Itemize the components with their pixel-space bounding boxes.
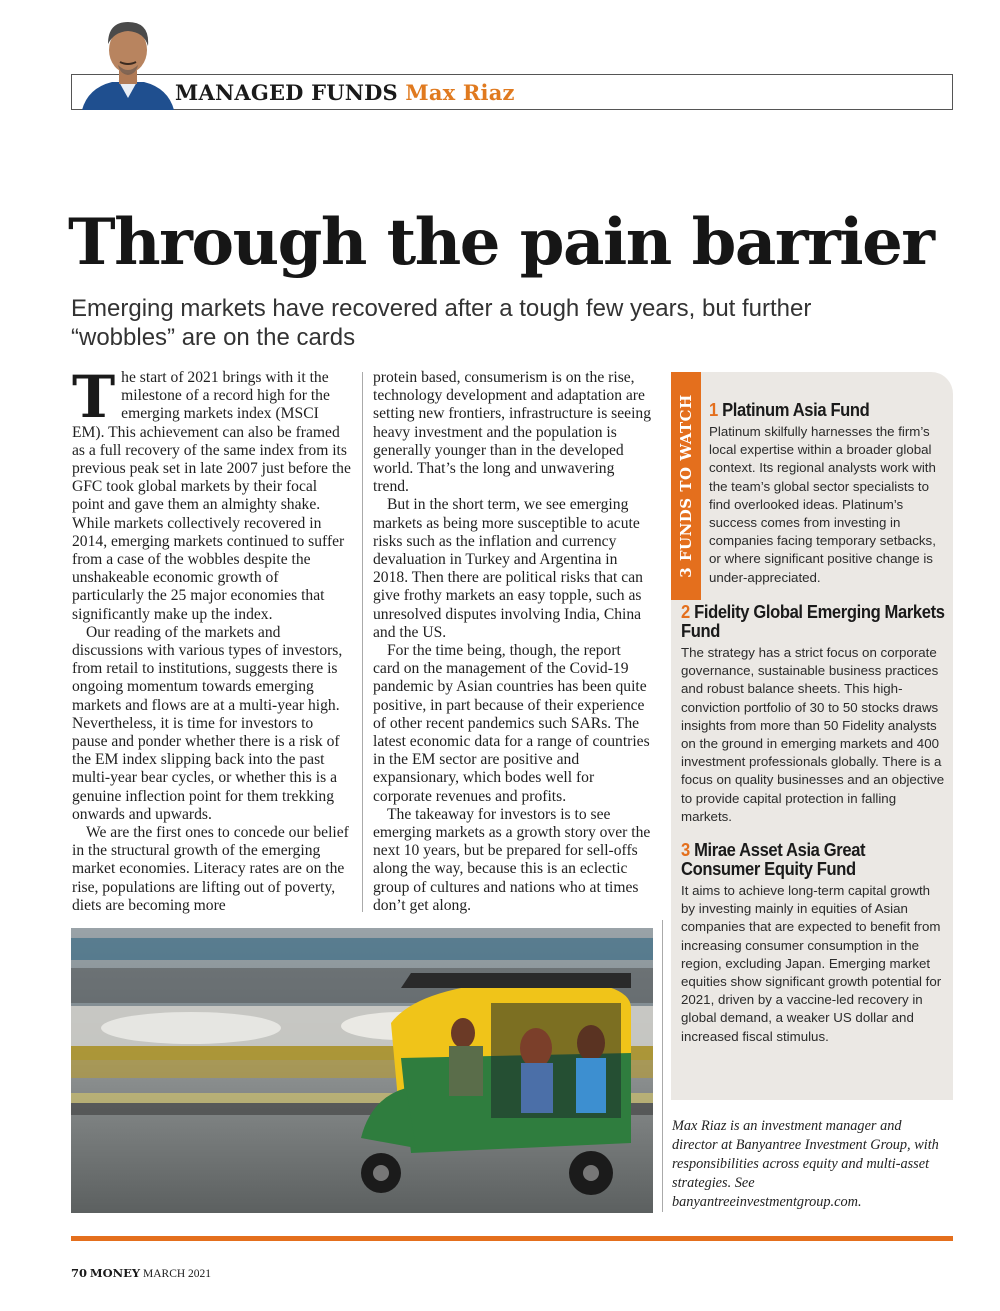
sidebar-tab: [671, 372, 701, 600]
issue-date: MARCH 2021: [143, 1268, 212, 1280]
standfirst: Emerging markets have recovered after a tough few years, but further “wobbles” are on the cards: [71, 295, 812, 351]
article-paragraph: For the time being, though, the report card on the management of the Covid-19 pandemic by Asian countries has been quite positive, in part because of their experience of other recent pandemics such SARs. The latest economic data for a range of countries in the EM sector are positive and expansionary, which bodes well for corporate revenues and profits.: [373, 642, 650, 805]
article-column-1: [72, 363, 352, 915]
article-paragraph: We are the first ones to concede our belief in the structural growth of the emerging market economies. Literacy rates are on the rise, populations are lifting out of poverty, diets are becoming more: [72, 824, 349, 914]
magazine-name: MONEY: [89, 1266, 141, 1280]
fund-number: 1: [709, 400, 718, 420]
fund-description: Platinum skilfully harnesses the firm’s local expertise within a broader global context. Its regional analysts work with the team’s global sector specialists to find overlooked ideas. Platinum’s success comes from investing in companies facing temporary setbacks, or where significant positive change is under-appreciated.: [709, 424, 936, 585]
page-folio: [71, 1266, 211, 1280]
footer-rule: [71, 1236, 953, 1241]
drop-cap: T: [72, 363, 116, 431]
author-name: Max Riaz: [405, 80, 515, 105]
fund-number: 3: [681, 840, 690, 860]
article-paragraph: protein based, consumerism is on the rise, technology development and adaptation are setting new frontiers, infrastructure is seeing heavy investment and the population is generally younger than in the developed world. That’s the long and unwavering trend.: [373, 369, 652, 496]
fund-item: [681, 603, 947, 826]
article-paragraph: The start of 2021 brings with it the milestone of a record high for the emerging markets index (MSCI EM). This achievement can also be framed as a full recovery of the same index from its previous peak set in late 2007 just before the GFC took global markets by their focal point and gave them an almighty shake. While markets collectively recovered in 2014, emerging markets continued to suffer from a case of the wobbles despite the unshakeable economic growth of particularly the 25 major economies that significantly make up the index.: [72, 363, 351, 623]
sidebar-tab-label: 3 FUNDS TO WATCH: [677, 394, 695, 578]
article-column-2: [373, 369, 651, 915]
section-name: MANAGED FUNDS: [175, 80, 398, 105]
article-paragraph: But in the short term, we see emerging markets as being more susceptible to acute risks such as the inflation and currency devaluation in Turkey and Argentina in 2018. Then there are political risks that can give frothy markets an easy topple, such as unresolved disputes involving India, China and the US.: [373, 496, 643, 641]
fund-description: It aims to achieve long-term capital growth by investing mainly in equities of Asian companies that are expected to benefit from increasing consumer consumption in the region, excluding Japan. Emerging market equities show significant growth potential for 2021, driven by a vaccine-led recovery in global demand, a weaker US dollar and increased fiscal stimulus.: [681, 883, 942, 1044]
fund-item: [681, 841, 947, 1046]
article-paragraph: The takeaway for investors is to see emerging markets as a growth story over the next 10 years, but be prepared for sell-offs along the way, because this is an eclectic group of cultures and nations who at times don’t get along.: [373, 805, 651, 914]
fund-title: 2 Fidelity Global Emerging Markets Fund: [681, 602, 945, 641]
section-label: [175, 80, 515, 105]
article-paragraph: Our reading of the markets and discussions with various types of investors, from retail to institutions, suggests there is ongoing momentum towards emerging markets and flows are at a multi-year high. Nevertheless, it is time for investors to pause and ponder whether there is a risk of the EM index slipping back into the past multi-year bear cycles, or whether this is a genuine inflection point for them trekking onwards and upwards.: [72, 623, 343, 823]
column-divider: [362, 372, 363, 912]
fund-item: [709, 401, 945, 587]
fund-title: 3 Mirae Asset Asia Great Consumer Equity Fund: [681, 840, 866, 879]
page-number: 70: [71, 1266, 88, 1280]
street-photo: [71, 928, 653, 1213]
author-avatar: [78, 18, 178, 110]
fund-description: The strategy has a strict focus on corporate governance, sustainable business practices and robust balance sheets. This high-conviction portfolio of 30 to 50 stocks draws insights from more than 50 Fidelity analysts on the ground in emerging markets and 400 investment professionals globally. There is a focus on quality businesses and an objective to provide capital protection in falling markets.: [681, 645, 945, 824]
author-bio: Max Riaz is an investment manager and director at Banyantree Investment Group, with responsibilities across equity and multi-asset strategies. See banyantreeinvestmentgroup.com.: [672, 1118, 939, 1210]
bio-divider: [662, 920, 663, 1212]
fund-number: 2: [681, 602, 690, 622]
fund-title: 1 Platinum Asia Fund: [709, 400, 870, 420]
headline: Through the pain barrier: [68, 205, 934, 280]
